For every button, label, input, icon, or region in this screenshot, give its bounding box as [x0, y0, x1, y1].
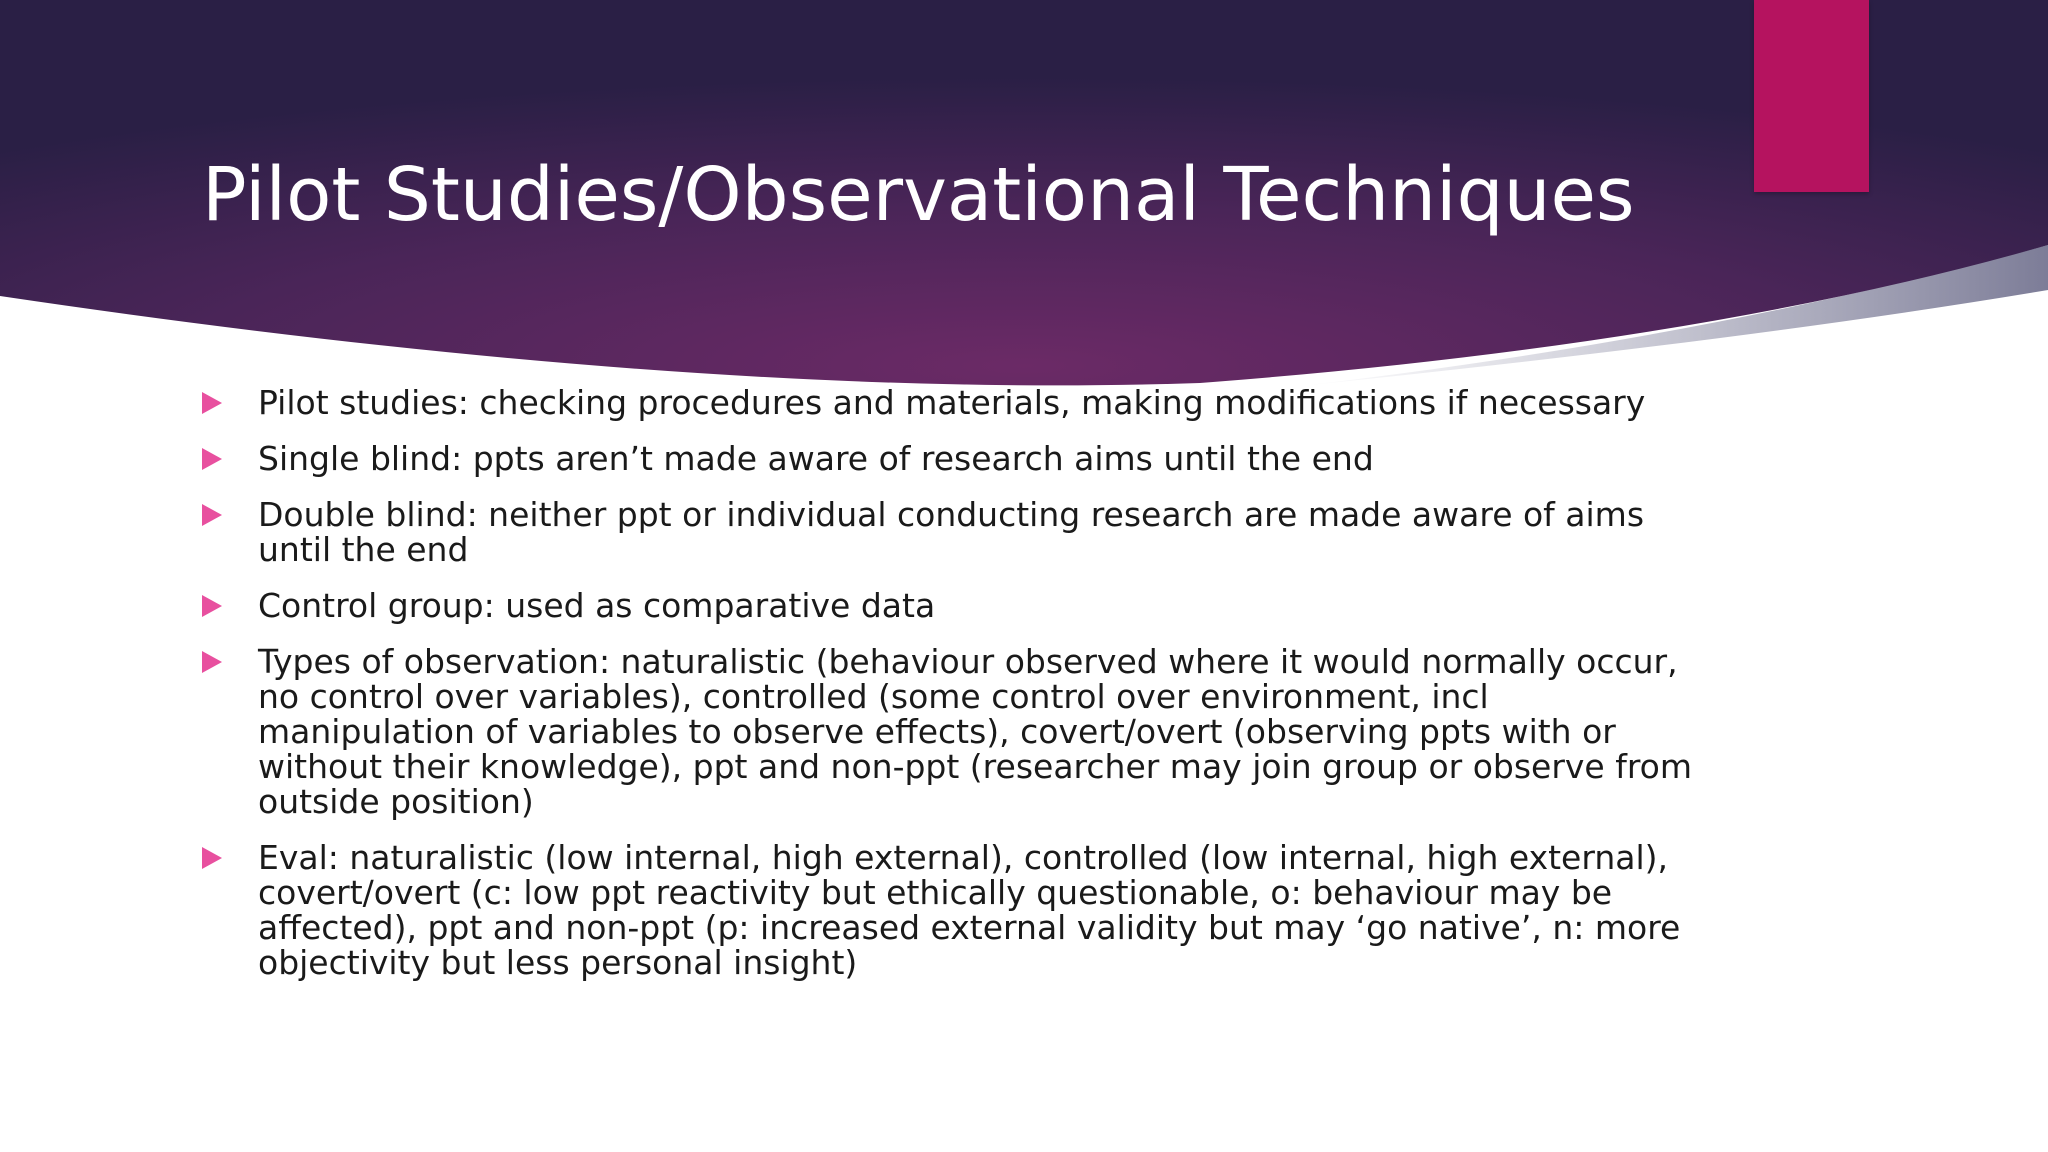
accent-tab — [1754, 0, 1869, 192]
bullet-arrow-icon — [202, 504, 222, 526]
bullet-arrow-icon — [202, 448, 222, 470]
bullet-text: Control group: used as comparative data — [258, 586, 936, 625]
bullet-text: Single blind: ppts aren’t made aware of research aims until the end — [258, 439, 1374, 478]
bullet-arrow-icon — [202, 595, 222, 617]
bullet-item — [200, 840, 1700, 980]
bullet-arrow-icon — [202, 847, 222, 869]
bullet-arrow-icon — [202, 392, 222, 414]
slide-title: Pilot Studies/Observational Techniques — [202, 152, 1635, 238]
bullet-text: Types of observation: naturalistic (behaviour observed where it would normally occur, no control over variables), controlled (some control over environment, incl manipulation of variables to observe effects), covert/overt (observing ppts with or without their knowledge), ppt and non-ppt (researcher may join group or observe from outside position) — [258, 642, 1693, 821]
bullet-text: Eval: naturalistic (low internal, high external), controlled (low internal, high external), covert/overt (c: low ppt reactivity but ethically questionable, o: behaviour may be affected), ppt and non-ppt (p: increased external validity but may ‘go native’, n: more objectivity but less personal insight) — [258, 838, 1681, 982]
bullet-item — [200, 588, 1700, 623]
bullet-text: Pilot studies: checking procedures and materials, making modifications if necessary — [258, 383, 1646, 422]
bullet-item — [200, 441, 1700, 476]
bullet-arrow-icon — [202, 651, 222, 673]
bullet-item — [200, 385, 1700, 420]
bullet-text: Double blind: neither ppt or individual conducting research are made aware of aims until the end — [258, 495, 1645, 569]
bullet-item — [200, 497, 1700, 567]
bullet-item — [200, 644, 1700, 819]
bullet-list — [200, 385, 1700, 1001]
